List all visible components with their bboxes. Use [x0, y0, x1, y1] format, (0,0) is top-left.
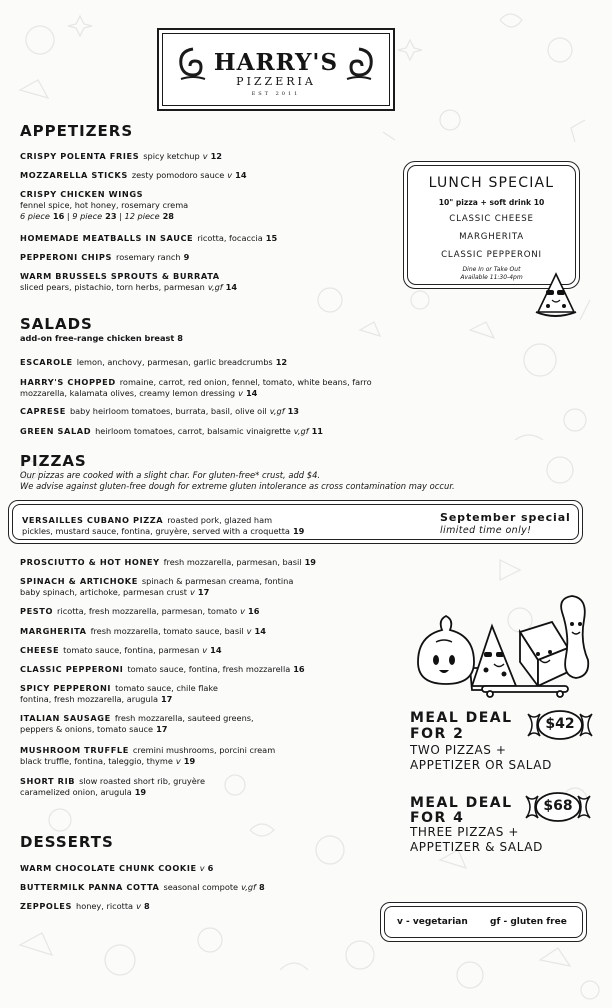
addon-price: 8: [177, 333, 183, 343]
item-price: 8: [143, 901, 150, 911]
pizza-gluten-warning: We advise against gluten-free dough for extreme gluten intolerance as cross contamination may occur.: [20, 481, 455, 491]
item-desc: fontina, fresh mozzarella, arugula: [20, 694, 158, 704]
item-price: 9: [183, 252, 190, 262]
item-price: 12: [275, 357, 288, 367]
menu-item: [20, 151, 222, 162]
item-price: 17: [160, 694, 173, 704]
legend-gluten-free: gf - gluten free: [490, 917, 567, 927]
menu-item: [20, 606, 259, 617]
item-tags: v: [190, 587, 195, 597]
item-price: 19: [292, 526, 305, 536]
item-name: WARM BRUSSELS SPROUTS & BURRATA: [20, 271, 220, 281]
item-tags: v: [199, 863, 205, 873]
item-name: PROSCIUTTO & HOT HONEY: [20, 557, 160, 567]
meal-deal-4-subtitle: FOR 4: [410, 810, 465, 826]
food-mascots-icon: [412, 590, 608, 698]
appetizers-heading: APPETIZERS: [20, 122, 134, 140]
meal-deal-4-price: $68: [543, 798, 573, 814]
item-price: 8: [258, 882, 265, 892]
menu-item: [20, 683, 218, 705]
item-price: 15: [265, 233, 278, 243]
menu-item: [20, 626, 266, 637]
item-tags: v,gf: [241, 882, 256, 892]
item-price: 23: [105, 211, 117, 221]
logo-name: HARRY'S: [213, 49, 339, 76]
item-name: WARM CHOCOLATE CHUNK COOKIE: [20, 863, 197, 873]
lunch-price: 10: [533, 198, 545, 207]
legend-vegetarian: v - vegetarian: [397, 917, 468, 927]
menu-item: [20, 170, 247, 181]
meal-deal-2-line1: TWO PIZZAS +: [410, 743, 507, 757]
item-tags: v: [240, 606, 246, 616]
legend-frame: [384, 906, 583, 938]
pizza-slice-mascot-icon: [532, 268, 578, 320]
item-desc: caramelized onion, arugula: [20, 787, 132, 797]
item-tags: v: [202, 645, 208, 655]
item-size: 12 piece: [124, 211, 160, 221]
meal-deal-4-price-badge: [522, 790, 594, 824]
item-name: ZEPPOLES: [20, 901, 72, 911]
menu-item: [20, 745, 275, 767]
item-desc: baby spinach, artichoke, parmesan crust: [20, 587, 188, 597]
item-tags: v,gf: [269, 406, 285, 416]
item-price: 16: [52, 211, 65, 221]
item-price: 11: [311, 426, 324, 436]
item-desc: black truffle, fontina, taleggio, thyme: [20, 756, 173, 766]
item-price: 12: [210, 151, 222, 161]
item-name: HARRY'S CHOPPED: [20, 377, 116, 387]
item-price: 14: [225, 282, 238, 292]
item-tags: v: [238, 388, 243, 398]
item-name: SHORT RIB: [20, 776, 76, 786]
menu-item: [20, 377, 372, 399]
item-desc: romaine, carrot, red onion, fennel, tomato, white beans, farro: [119, 377, 372, 387]
special-sublabel: limited time only!: [440, 525, 532, 536]
menu-item: [20, 576, 293, 598]
item-price: 19: [134, 787, 147, 797]
salads-heading: SALADS: [20, 315, 93, 333]
lunch-option: CLASSIC PEPPERONI: [441, 250, 542, 260]
item-desc: ricotta, fresh mozzarella, parmesan, tomato: [57, 606, 238, 616]
item-desc: roasted pork, glazed ham: [167, 515, 273, 525]
item-tags: v: [202, 151, 208, 161]
item-desc: sliced pears, pistachio, torn herbs, parmesan: [20, 282, 205, 292]
item-desc: seasonal compote: [163, 882, 239, 892]
item-price: 16: [293, 664, 305, 674]
item-name: CHEESE: [20, 645, 60, 655]
item-desc: spinach & parmesan creama, fontina: [141, 576, 294, 586]
item-name: VERSAILLES CUBANO PIZZA: [22, 515, 164, 525]
item-desc: heirloom tomatoes, carrot, balsamic vinaigrette: [95, 426, 291, 436]
item-tags: v: [227, 170, 233, 180]
meal-deal-2-price: $42: [545, 716, 575, 732]
special-label: September special: [440, 511, 571, 524]
item-desc: tomato sauce, chile flake: [115, 683, 218, 693]
item-name: PESTO: [20, 606, 54, 616]
item-desc: honey, ricotta: [76, 901, 134, 911]
menu-item: [20, 406, 299, 417]
meal-deal-4-line2: APPETIZER & SALAD: [410, 840, 543, 854]
menu-item: [22, 515, 304, 537]
item-name: PEPPERONI CHIPS: [20, 252, 113, 262]
item-desc: spicy ketchup: [143, 151, 200, 161]
flourish-right-icon: [339, 45, 379, 85]
logo-est: EST 2011: [251, 91, 301, 97]
item-tags: v: [246, 626, 252, 636]
item-price: 19: [183, 756, 196, 766]
item-desc: baby heirloom tomatoes, burrata, basil, olive oil: [69, 406, 267, 416]
menu-item: [20, 557, 316, 568]
item-desc: pickles, mustard sauce, fontina, gruyère, served with a croquetta: [22, 526, 290, 536]
item-name: ESCAROLE: [20, 357, 73, 367]
item-name: MARGHERITA: [20, 626, 87, 636]
item-price: 14: [245, 388, 258, 398]
item-price: 17: [156, 724, 168, 734]
item-desc: mozzarella, kalamata olives, creamy lemon dressing: [20, 388, 236, 398]
item-name: SPICY PEPPERONI: [20, 683, 112, 693]
item-name: GREEN SALAD: [20, 426, 92, 436]
item-name: BUTTERMILK PANNA COTTA: [20, 882, 160, 892]
logo-frame: [162, 33, 390, 106]
item-name: CRISPY CHICKEN WINGS: [20, 189, 144, 199]
item-tags: v,gf: [207, 282, 223, 292]
item-desc: fennel spice, hot honey, rosemary crema: [20, 200, 189, 210]
item-price: 28: [162, 211, 175, 221]
item-desc: cremini mushrooms, porcini cream: [132, 745, 276, 755]
item-tags: v: [136, 901, 141, 911]
item-price: 14: [235, 170, 247, 180]
item-tags: v,gf: [293, 426, 309, 436]
menu-item: [20, 863, 213, 874]
item-desc: fresh mozzarella, parmesan, basil: [163, 557, 302, 567]
item-desc: tomato sauce, fontina, fresh mozzarella: [127, 664, 291, 674]
item-name: ITALIAN SAUSAGE: [20, 713, 111, 723]
pizza-note: Our pizzas are cooked with a slight char. For gluten-free* crust, add $4.: [20, 470, 321, 480]
lunch-offer-row: [408, 198, 575, 207]
menu-item: [20, 882, 265, 893]
lunch-offer: 10" pizza + soft drink: [438, 198, 532, 207]
item-desc: fresh mozzarella, sauteed greens,: [114, 713, 254, 723]
item-name: CLASSIC PEPPERONI: [20, 664, 124, 674]
meal-deal-4-title: MEAL DEAL: [410, 795, 513, 811]
item-desc: peppers & onions, tomato sauce: [20, 724, 154, 734]
meal-deal-2-line2: APPETIZER OR SALAD: [410, 758, 552, 772]
item-price: 6: [207, 863, 214, 873]
addon-label: add-on free-range chicken breast: [20, 333, 175, 343]
item-desc: slow roasted short rib, gruyère: [79, 776, 205, 786]
september-special-box: [8, 500, 583, 544]
item-name: HOMEMADE MEATBALLS IN SAUCE: [20, 233, 194, 243]
menu-item: [20, 357, 287, 368]
september-special-frame: [12, 504, 579, 540]
item-desc: tomato sauce, fontina, parmesan: [63, 645, 200, 655]
lunch-option: CLASSIC CHEESE: [449, 214, 534, 224]
menu-item: [20, 776, 205, 798]
item-desc: lemon, anchovy, parmesan, garlic breadcrumbs: [76, 357, 273, 367]
menu-item: [20, 271, 237, 293]
item-size: 9 piece: [72, 211, 103, 221]
salad-addon: [20, 333, 183, 344]
meal-deal-2-title: MEAL DEAL: [410, 710, 513, 726]
item-price: 17: [197, 587, 210, 597]
item-price: 13: [287, 406, 300, 416]
menu-item: [20, 713, 254, 735]
pizzas-heading: PIZZAS: [20, 452, 87, 470]
item-price: 19: [304, 557, 316, 567]
item-name: CAPRESE: [20, 406, 66, 416]
item-price: 14: [210, 645, 222, 655]
menu-item: [20, 252, 189, 263]
lunch-hours: Available 11:30-4pm: [460, 274, 523, 281]
meal-deal-2-subtitle: FOR 2: [410, 726, 465, 742]
item-tags: v: [175, 756, 181, 766]
menu-item: [20, 426, 323, 437]
item-desc: zesty pomodoro sauce: [131, 170, 225, 180]
lunch-title: LUNCH SPECIAL: [428, 175, 555, 191]
lunch-option: MARGHERITA: [459, 232, 524, 242]
logo: [157, 28, 395, 111]
item-price: 16: [248, 606, 260, 616]
dietary-legend: [380, 902, 587, 942]
meal-deal-2-price-badge: [524, 708, 596, 742]
item-name: MUSHROOM TRUFFLE: [20, 745, 129, 755]
item-name: MOZZARELLA STICKS: [20, 170, 128, 180]
menu-item: [20, 645, 222, 656]
menu-item: [20, 233, 277, 244]
lunch-special-frame: [407, 165, 576, 285]
meal-deal-4-line1: THREE PIZZAS +: [410, 825, 519, 839]
item-size: 6 piece: [20, 211, 50, 221]
menu-item: [20, 664, 305, 675]
item-desc: ricotta, focaccia: [197, 233, 263, 243]
item-desc: fresh mozzarella, tomato sauce, basil: [90, 626, 244, 636]
desserts-heading: DESSERTS: [20, 833, 114, 851]
item-price: 14: [254, 626, 266, 636]
item-name: CRISPY POLENTA FRIES: [20, 151, 140, 161]
lunch-note: Dine In or Take Out: [462, 266, 521, 273]
item-name: SPINACH & ARTICHOKE: [20, 576, 138, 586]
logo-subtitle: PIZZERIA: [236, 75, 316, 88]
menu-item: CRISPY CHICKEN WINGS fennel spice, hot honey, rosemary crema 6 piece 16 | 9 piece 23 | 12 piece 28: [20, 189, 189, 221]
menu-item: [20, 901, 150, 912]
item-desc: rosemary ranch: [116, 252, 181, 262]
